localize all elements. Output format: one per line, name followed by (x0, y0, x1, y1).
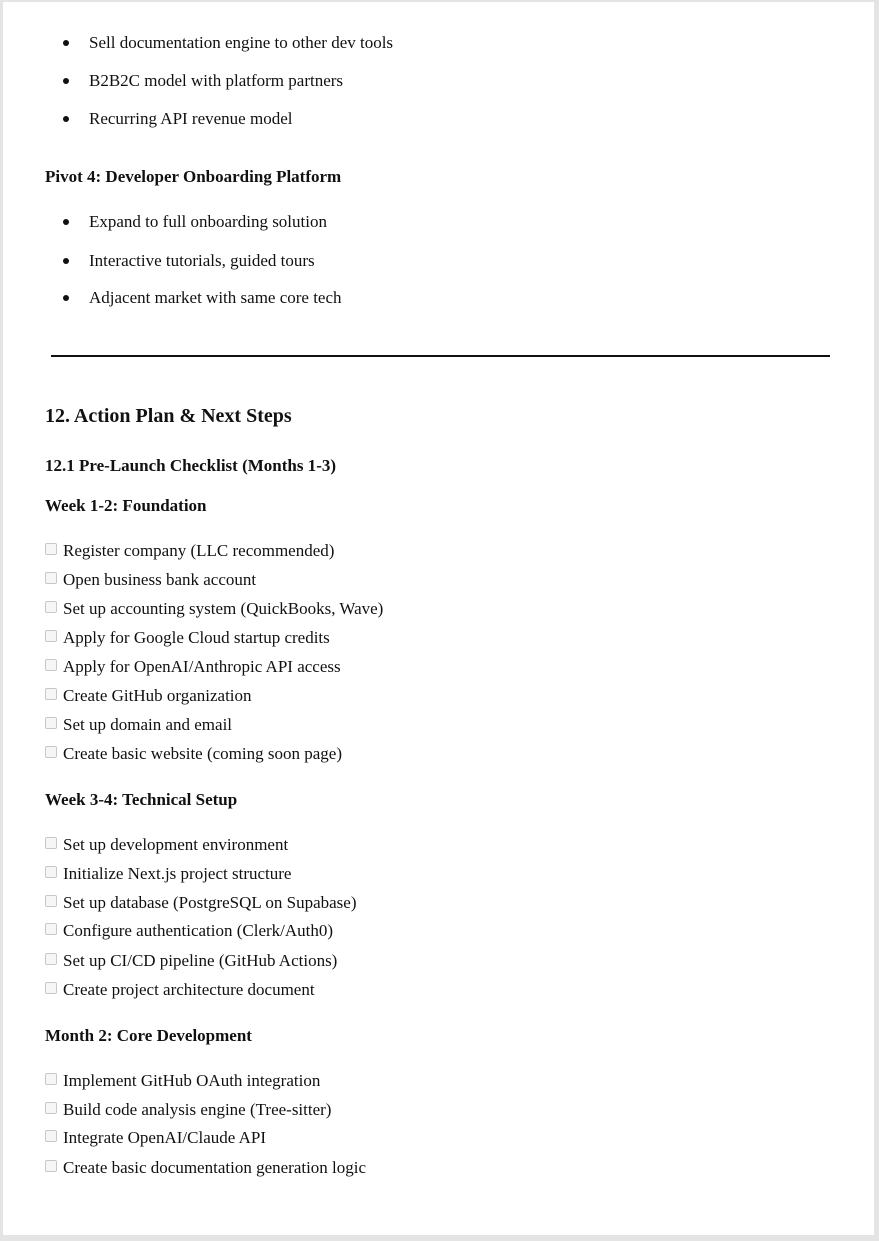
list-item: Adjacent market with same core tech (89, 288, 342, 308)
section-title: 12. Action Plan & Next Steps (45, 405, 292, 427)
checklist-item: Apply for OpenAI/Anthropic API access (45, 657, 341, 677)
section-divider (51, 355, 830, 357)
checklist-item: Set up development environment (45, 835, 288, 855)
bullet-icon (63, 219, 69, 225)
checklist-item: Apply for Google Cloud startup credits (45, 628, 330, 648)
checkbox[interactable] (45, 982, 57, 994)
list-item: Sell documentation engine to other dev tools (89, 33, 393, 53)
checklist-item: Register company (LLC recommended) (45, 541, 334, 561)
checklist-item: Set up database (PostgreSQL on Supabase) (45, 893, 357, 913)
checkbox[interactable] (45, 746, 57, 758)
checkbox[interactable] (45, 572, 57, 584)
list-item: Interactive tutorials, guided tours (89, 251, 315, 271)
checkbox[interactable] (45, 953, 57, 965)
checkbox[interactable] (45, 1102, 57, 1114)
bullet-icon (63, 40, 69, 46)
list-item: B2B2C model with platform partners (89, 71, 343, 91)
checklist-item: Create project architecture document (45, 980, 315, 1000)
checklist-item: Implement GitHub OAuth integration (45, 1071, 320, 1091)
checkbox[interactable] (45, 1130, 57, 1142)
checkbox[interactable] (45, 630, 57, 642)
checkbox[interactable] (45, 543, 57, 555)
bullet-icon (63, 295, 69, 301)
group-heading: Week 3-4: Technical Setup (45, 790, 238, 809)
checkbox[interactable] (45, 717, 57, 729)
checkbox[interactable] (45, 1073, 57, 1085)
checkbox[interactable] (45, 659, 57, 671)
checkbox[interactable] (45, 895, 57, 907)
checkbox[interactable] (45, 688, 57, 700)
bullet-icon (63, 78, 69, 84)
group-heading: Month 2: Core Development (45, 1026, 252, 1045)
subsection-title: 12.1 Pre-Launch Checklist (Months 1-3) (45, 456, 337, 475)
checkbox[interactable] (45, 923, 57, 935)
checklist-item: Set up accounting system (QuickBooks, Wave) (45, 599, 383, 619)
checklist-item: Create basic website (coming soon page) (45, 744, 342, 764)
checklist-item: Integrate OpenAI/Claude API (45, 1128, 266, 1148)
checkbox[interactable] (45, 837, 57, 849)
checkbox[interactable] (45, 1160, 57, 1172)
list-item: Recurring API revenue model (89, 109, 292, 129)
checklist-item: Initialize Next.js project structure (45, 864, 291, 884)
group-heading: Week 1-2: Foundation (45, 496, 207, 515)
checklist-item: Create GitHub organization (45, 686, 252, 706)
checkbox[interactable] (45, 866, 57, 878)
pivot4-heading: Pivot 4: Developer Onboarding Platform (45, 167, 342, 186)
checkbox[interactable] (45, 601, 57, 613)
bullet-icon (63, 116, 69, 122)
checklist-item: Set up domain and email (45, 715, 232, 735)
list-item: Expand to full onboarding solution (89, 212, 327, 232)
checklist-item: Configure authentication (Clerk/Auth0) (45, 921, 333, 941)
checklist-item: Build code analysis engine (Tree-sitter) (45, 1100, 331, 1120)
checklist-item: Set up CI/CD pipeline (GitHub Actions) (45, 951, 337, 971)
bullet-icon (63, 258, 69, 264)
document-page (3, 2, 874, 1235)
checklist-item: Create basic documentation generation logic (45, 1158, 366, 1178)
checklist-item: Open business bank account (45, 570, 256, 590)
